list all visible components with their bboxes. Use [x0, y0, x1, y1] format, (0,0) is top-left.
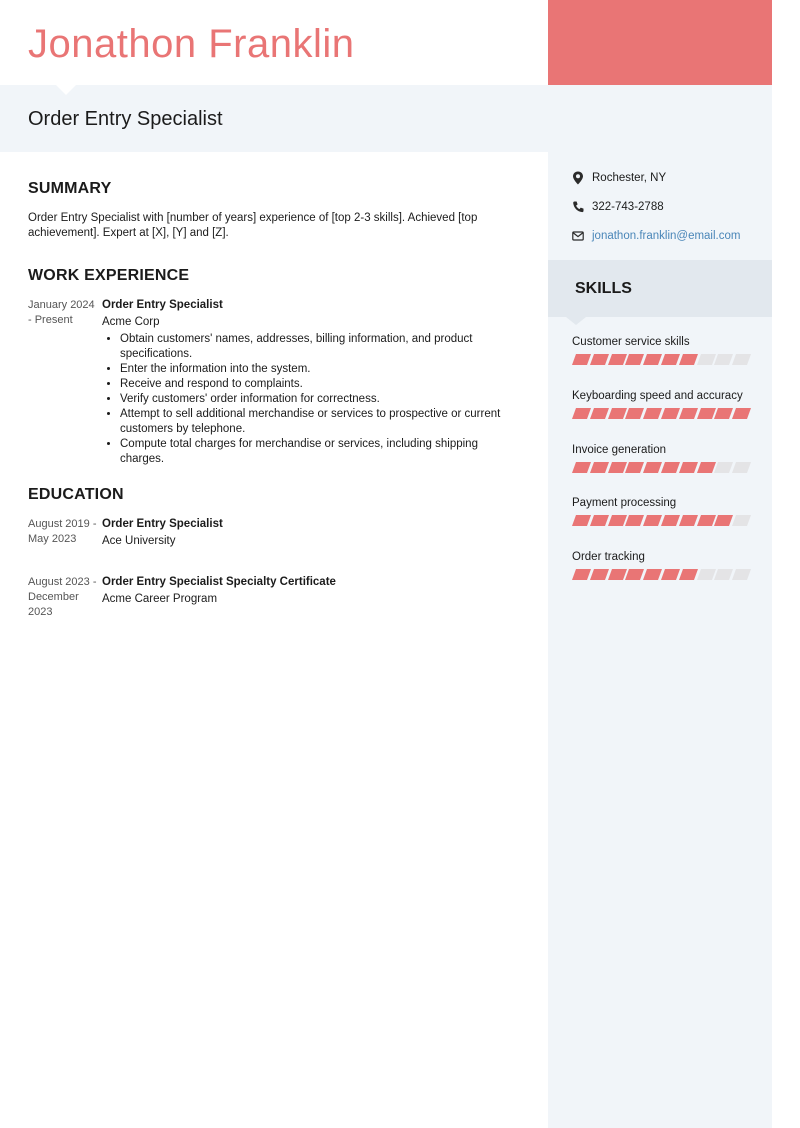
skill-segment-filled — [625, 569, 644, 580]
skill-segment-filled — [590, 462, 609, 473]
skill-segment-filled — [572, 408, 591, 419]
skill-segment-empty — [714, 462, 733, 473]
skill-rating-bar — [572, 354, 762, 365]
skill-segment-filled — [643, 569, 662, 580]
skill-name: Keyboarding speed and accuracy — [572, 390, 743, 402]
education-entry-date: August 2019 - May 2023 — [28, 518, 97, 545]
skill-rating-bar — [572, 462, 762, 473]
skill-segment-empty — [732, 515, 751, 526]
work-entry-org: Acme Corp — [102, 316, 160, 328]
phone-icon — [572, 200, 584, 214]
location-text: Rochester, NY — [592, 172, 667, 184]
skill-segment-filled — [590, 408, 609, 419]
education-entry-role: Order Entry Specialist — [102, 518, 223, 530]
skill-segment-filled — [590, 354, 609, 365]
skill-segment-filled — [661, 569, 680, 580]
work-bullet: • Verify customers' order information for correctness. — [120, 392, 522, 407]
skill-segment-filled — [608, 408, 627, 419]
skill-segment-filled — [572, 354, 591, 365]
envelope-icon — [572, 229, 584, 243]
education-entry-body — [102, 575, 522, 607]
work-bullet: • Obtain customers' names, addresses, billing information, and product specifications. — [120, 332, 522, 362]
skill-segment-filled — [625, 515, 644, 526]
work-entry-body — [102, 298, 522, 467]
skill-segment-filled — [697, 515, 716, 526]
skill-segment-filled — [590, 515, 609, 526]
work-bullet: • Attempt to sell additional merchandise or services to prospective or current customers by telephone. — [120, 407, 522, 437]
education-entry-role: Order Entry Specialist Specialty Certificate — [102, 576, 336, 588]
skill-segment-empty — [697, 354, 716, 365]
contact-location — [572, 170, 762, 186]
education-heading: EDUCATION — [28, 486, 124, 503]
summary-heading: SUMMARY — [28, 180, 112, 197]
skill-item — [572, 335, 762, 365]
skill-segment-filled — [697, 408, 716, 419]
education-entry-org: Acme Career Program — [102, 593, 218, 605]
skill-segment-empty — [697, 569, 716, 580]
candidate-name: Jonathon Franklin — [28, 22, 355, 66]
skill-segment-filled — [697, 462, 716, 473]
contact-email[interactable] — [572, 228, 762, 244]
header-accent-block — [548, 0, 772, 85]
phone-text: 322-743-2788 — [592, 201, 664, 213]
skill-segment-filled — [679, 354, 698, 365]
education-entry-org: Ace University — [102, 535, 176, 547]
skill-segment-filled — [643, 408, 662, 419]
education-entry-body — [102, 517, 522, 549]
work-entry-date: January 2024 - Present — [28, 299, 95, 326]
skill-segment-empty — [732, 354, 751, 365]
skill-segment-filled — [661, 408, 680, 419]
skill-segment-filled — [679, 569, 698, 580]
skills-band-notch — [566, 317, 586, 325]
skill-segment-filled — [714, 515, 733, 526]
skill-segment-filled — [643, 354, 662, 365]
skill-name: Invoice generation — [572, 444, 666, 456]
skill-segment-filled — [572, 515, 591, 526]
work-entry-role: Order Entry Specialist — [102, 299, 223, 311]
work-experience-heading: WORK EXPERIENCE — [28, 267, 190, 284]
skill-item — [572, 496, 762, 526]
skill-segment-filled — [661, 515, 680, 526]
skill-rating-bar — [572, 408, 762, 419]
skills-heading: SKILLS — [575, 280, 632, 297]
skill-segment-filled — [679, 515, 698, 526]
skill-segment-filled — [643, 462, 662, 473]
skill-segment-filled — [608, 569, 627, 580]
skill-item — [572, 443, 762, 473]
skill-name: Customer service skills — [572, 336, 690, 348]
skill-segment-filled — [572, 569, 591, 580]
skill-segment-filled — [643, 515, 662, 526]
title-band-notch — [56, 85, 76, 95]
skill-segment-filled — [625, 354, 644, 365]
skill-segment-empty — [732, 462, 751, 473]
skill-rating-bar — [572, 515, 762, 526]
skill-segment-empty — [714, 354, 733, 365]
skill-segment-filled — [625, 408, 644, 419]
email-link[interactable]: jonathon.franklin@email.com — [592, 230, 741, 242]
skill-segment-filled — [732, 408, 751, 419]
skill-segment-filled — [679, 462, 698, 473]
education-entry-date: August 2023 - December 2023 — [28, 576, 97, 618]
work-bullet: • Compute total charges for merchandise or services, including shipping charges. — [120, 437, 522, 467]
skill-rating-bar — [572, 569, 762, 580]
skill-segment-filled — [714, 408, 733, 419]
skill-segment-filled — [608, 515, 627, 526]
work-bullet: • Receive and respond to complaints. — [120, 377, 522, 392]
skill-segment-filled — [625, 462, 644, 473]
skill-segment-filled — [661, 354, 680, 365]
skill-segment-empty — [714, 569, 733, 580]
job-title: Order Entry Specialist — [28, 108, 223, 130]
map-pin-icon — [572, 171, 584, 185]
skill-segment-empty — [732, 569, 751, 580]
summary-text: Order Entry Specialist with [number of years] experience of [top 2-3 skills]. Achieved [top achievement]. Expert at [X], [Y] and [Z]. — [28, 212, 478, 239]
work-bullet: • Enter the information into the system. — [120, 362, 522, 377]
skill-item — [572, 550, 762, 580]
work-entry-bullets — [102, 332, 522, 467]
skill-segment-filled — [661, 462, 680, 473]
skill-segment-filled — [608, 354, 627, 365]
skill-item — [572, 389, 762, 419]
skill-segment-filled — [679, 408, 698, 419]
skill-segment-filled — [572, 462, 591, 473]
skill-segment-filled — [590, 569, 609, 580]
skill-segment-filled — [608, 462, 627, 473]
skill-name: Payment processing — [572, 497, 677, 509]
skill-name: Order tracking — [572, 551, 645, 563]
contact-phone — [572, 199, 762, 215]
